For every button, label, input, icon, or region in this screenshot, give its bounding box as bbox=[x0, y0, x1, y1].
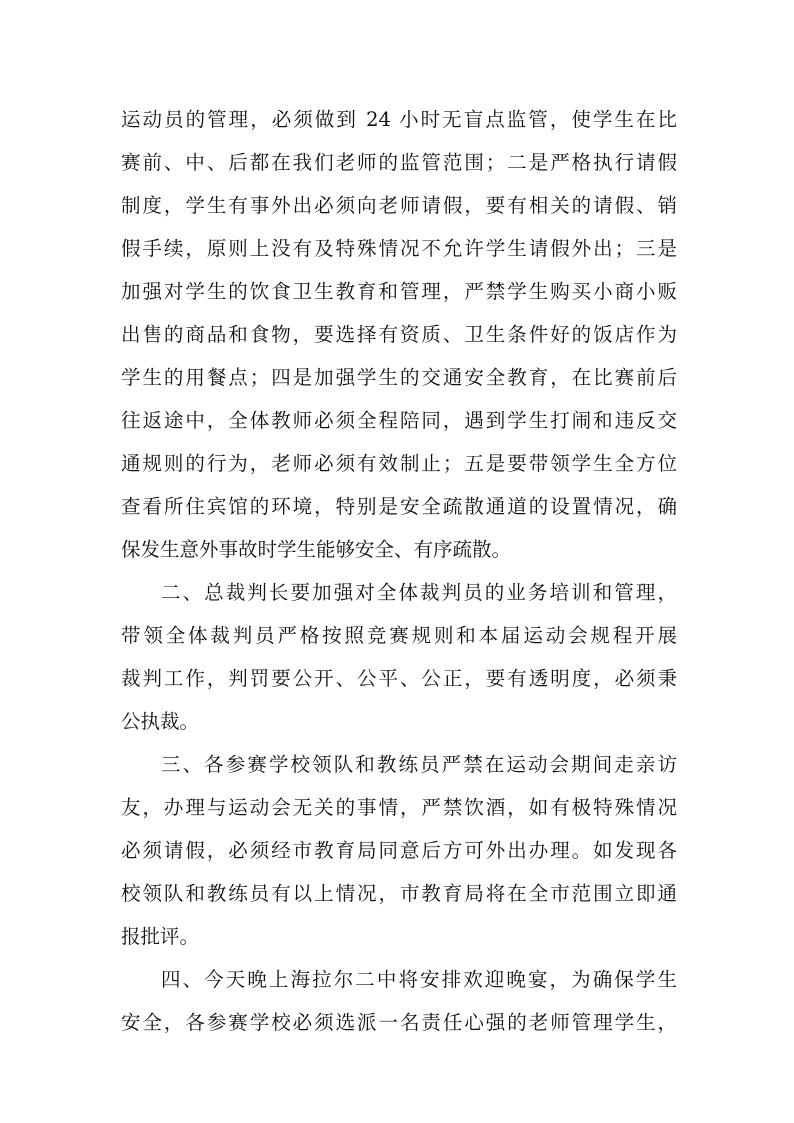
paragraph-end-line: 报批评。 bbox=[121, 925, 200, 948]
paragraph-first-line: 二、总裁判长要加强对全体裁判员的业务培训和管理， bbox=[161, 581, 677, 604]
text-line: 查看所住宾馆的环境，特别是安全疏散通道的设置情况，确 bbox=[121, 495, 677, 518]
text-line: 运动员的管理，必须做到 24 小时无盲点监管，使学生在比 bbox=[121, 108, 677, 131]
paragraph-first-line: 三、各参赛学校领队和教练员严禁在运动会期间走亲访 bbox=[161, 753, 677, 776]
text-line: 赛前、中、后都在我们老师的监管范围；二是严格执行请假 bbox=[121, 151, 677, 174]
text-line: 制度，学生有事外出必须向老师请假，要有相关的请假、销 bbox=[121, 194, 677, 217]
text-line: 裁判工作，判罚要公开、公平、公正，要有透明度，必须秉 bbox=[121, 667, 677, 690]
text-line: 学生的用餐点；四是加强学生的交通安全教育，在比赛前后 bbox=[121, 366, 677, 389]
text-line: 必须请假，必须经市教育局同意后方可外出办理。如发现各 bbox=[121, 839, 677, 862]
text-line: 通规则的行为，老师必须有效制止；五是要带领学生全方位 bbox=[121, 452, 677, 475]
text-line: 带领全体裁判员严格按照竞赛规则和本届运动会规程开展 bbox=[121, 624, 677, 647]
paragraph-end-line: 公执裁。 bbox=[121, 710, 200, 733]
text-line: 往返途中，全体教师必须全程陪同，遇到学生打闹和违反交 bbox=[121, 409, 677, 432]
text-line: 安全，各参赛学校必须选派一名责任心强的老师管理学生， bbox=[121, 1011, 677, 1034]
text-line: 加强对学生的饮食卫生教育和管理，严禁学生购买小商小贩 bbox=[121, 280, 677, 303]
paragraph-first-line: 四、今天晚上海拉尔二中将安排欢迎晚宴，为确保学生 bbox=[161, 968, 677, 991]
text-line: 友，办理与运动会无关的事情，严禁饮酒，如有极特殊情况 bbox=[121, 796, 677, 819]
text-line: 出售的商品和食物，要选择有资质、卫生条件好的饭店作为 bbox=[121, 323, 677, 346]
paragraph-end-line: 保发生意外事故时学生能够安全、有序疏散。 bbox=[121, 538, 512, 561]
text-line: 校领队和教练员有以上情况，市教育局将在全市范围立即通 bbox=[121, 882, 677, 905]
text-line: 假手续，原则上没有及特殊情况不允许学生请假外出；三是 bbox=[121, 237, 677, 260]
